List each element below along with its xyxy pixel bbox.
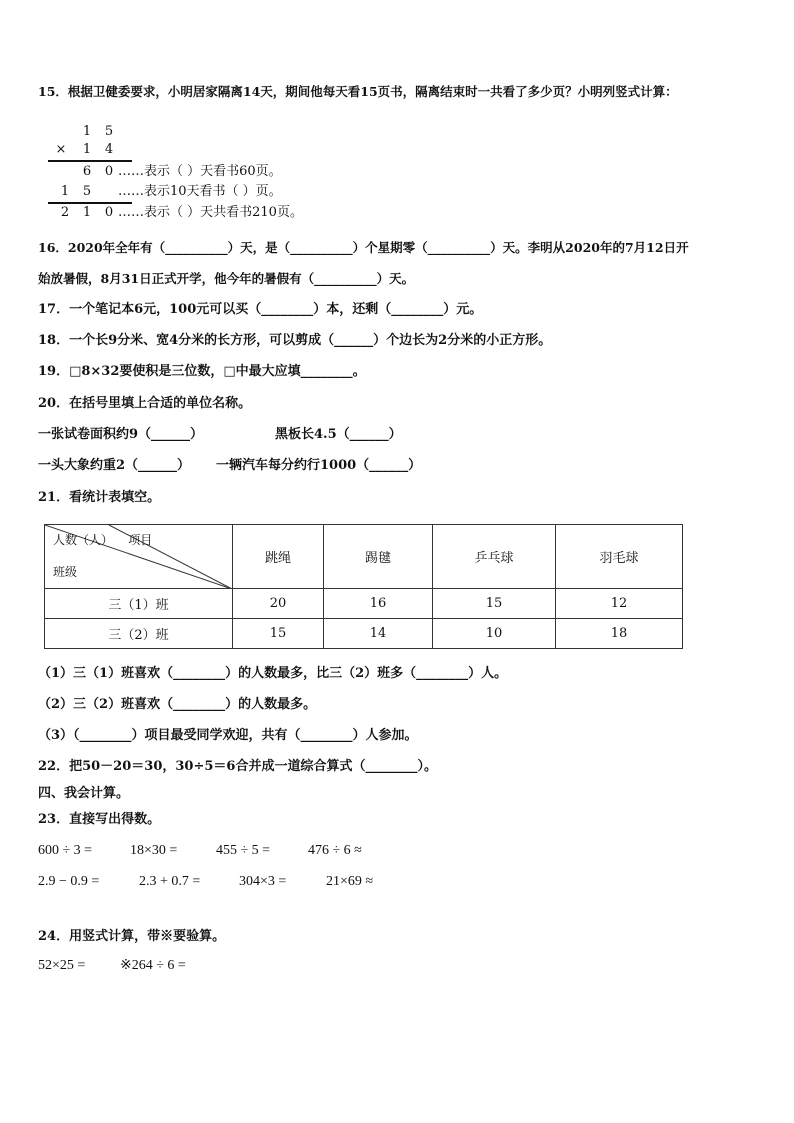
q20-item-b: 黑板长4.5（______）	[275, 427, 402, 442]
q21-sub2: （2）三（2）班喜欢（________）的人数最多。	[38, 697, 317, 712]
q21-sub3: （3）（________）项目最受同学欢迎，共有（________）人参加。	[38, 728, 418, 743]
calc-digit: 1	[82, 124, 92, 139]
q20-title: 20．在括号里填上合适的单位名称。	[38, 396, 252, 411]
calc-digit: 2	[60, 205, 70, 220]
calc-digit: 5	[82, 184, 92, 199]
section-heading: 四、我会计算。	[38, 786, 130, 801]
calc-digit: 4	[104, 142, 114, 157]
calc-digit: 0	[104, 205, 114, 220]
q16-line1: 16．2020年全年有（__________）天，是（__________）个星期零（__________）天。李明从2020年的7月12日开	[38, 240, 689, 255]
calc-item: ※264 ÷ 6 =	[120, 958, 186, 973]
calc-line	[48, 202, 132, 204]
column-header: 跳绳	[233, 525, 324, 589]
row-label: 三（1）班	[45, 589, 233, 619]
q21-sub1: （1）三（1）班喜欢（________）的人数最多，比三（2）班多（________）人。	[38, 666, 508, 681]
times-sign: ×	[55, 142, 67, 157]
column-header: 乒乓球	[433, 525, 556, 589]
calc-item: 2.3 + 0.7 =	[139, 874, 201, 889]
calc-digit: 1	[60, 184, 70, 199]
calc-note-2: ……表示10天看书（ ）页。	[118, 184, 282, 199]
q20-item-a: 一张试卷面积约9（______）	[38, 427, 204, 442]
calc-item: 600 ÷ 3 =	[38, 843, 93, 858]
row-label: 三（2）班	[45, 619, 233, 649]
calc-note-3: ……表示（ ）天共看书210页。	[118, 205, 303, 220]
q24-title: 24．用竖式计算，带※要验算。	[38, 929, 226, 944]
calc-note-1: ……表示（ ）天看书60页。	[118, 164, 282, 179]
header-bottom-label: 班级	[53, 565, 78, 579]
column-header: 羽毛球	[556, 525, 683, 589]
q22-text: 22．把50－20＝30，30÷5＝6合并成一道综合算式（________）。	[38, 759, 437, 774]
table-row	[45, 589, 683, 619]
calc-digit: 1	[82, 205, 92, 220]
table-cell: 16	[324, 589, 433, 619]
diagonal-header-cell	[45, 525, 233, 589]
calc-item: 2.9 − 0.9 =	[38, 874, 100, 889]
calc-item: 21×69 ≈	[326, 874, 374, 889]
table-row	[45, 619, 683, 649]
q15-text: 15．根据卫健委要求，小明居家隔离14天，期间他每天看15页书，隔离结束时一共看了多少页？小明列竖式计算：	[38, 84, 678, 99]
calc-item: 455 ÷ 5 =	[216, 843, 271, 858]
calc-digit: 6	[82, 164, 92, 179]
calc-item: 476 ÷ 6 ≈	[308, 843, 362, 858]
calc-item: 18×30 =	[130, 843, 178, 858]
column-header: 踢毽	[324, 525, 433, 589]
q19-text: 19．□8×32要使积是三位数，□中最大应填________。	[38, 364, 366, 379]
q20-item-c: 一头大象约重2（______）	[38, 458, 191, 473]
statistics-table	[44, 524, 683, 649]
calc-item: 304×3 =	[239, 874, 287, 889]
table-cell: 10	[433, 619, 556, 649]
calc-digit: 1	[82, 142, 92, 157]
q21-title: 21．看统计表填空。	[38, 490, 161, 505]
q16-line2: 始放暑假，8月31日正式开学，他今年的暑假有（__________）天。	[38, 271, 415, 286]
header-top-label: 人数（人） 项目	[53, 533, 153, 547]
table-cell: 15	[433, 589, 556, 619]
calc-digit: 5	[104, 124, 114, 139]
q17-text: 17．一个笔记本6元，100元可以买（________）本，还剩（________）元。	[38, 302, 483, 317]
calc-item: 52×25 =	[38, 958, 86, 973]
table-cell: 12	[556, 589, 683, 619]
table-cell: 14	[324, 619, 433, 649]
calc-digit: 0	[104, 164, 114, 179]
q18-text: 18．一个长9分米、宽4分米的长方形，可以剪成（______）个边长为2分米的小正方形。	[38, 333, 552, 348]
calc-line	[48, 160, 132, 162]
q23-title: 23．直接写出得数。	[38, 812, 161, 827]
table-cell: 20	[233, 589, 324, 619]
table-cell: 18	[556, 619, 683, 649]
table-cell: 15	[233, 619, 324, 649]
q20-item-d: 一辆汽车每分约行1000（______）	[216, 458, 422, 473]
